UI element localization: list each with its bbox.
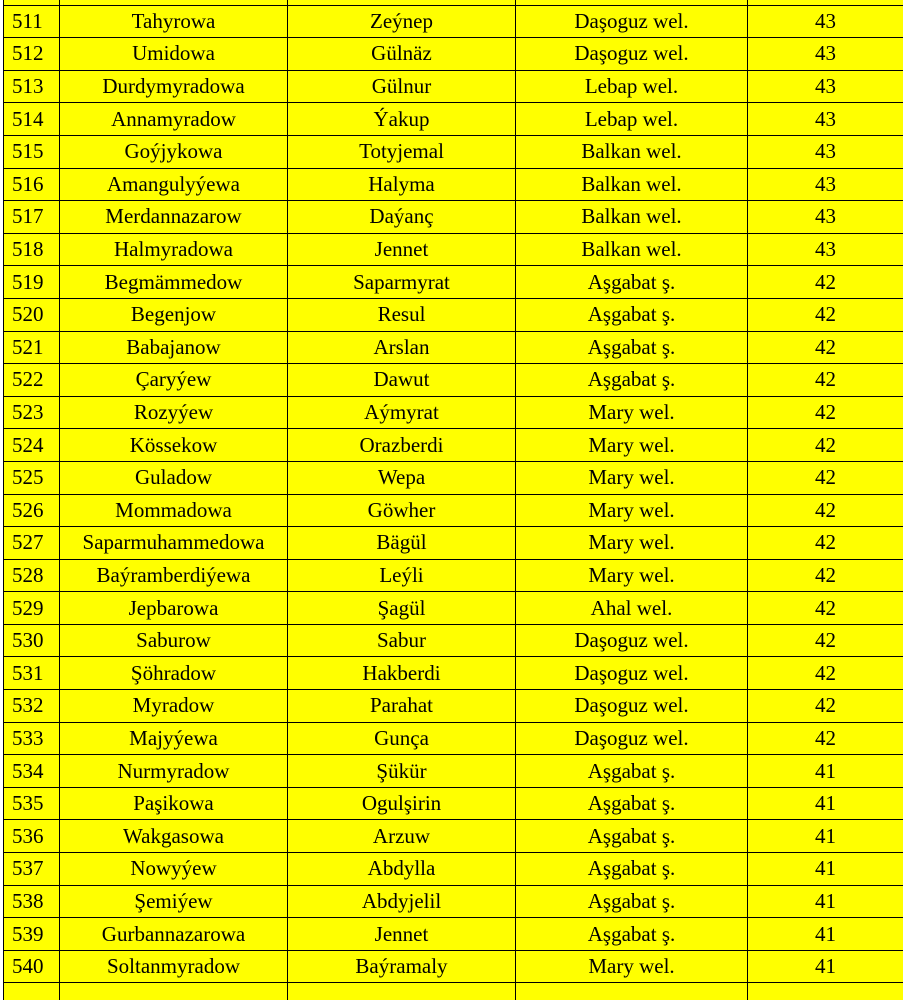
surname-cell[interactable]: Rozyýew bbox=[60, 396, 288, 429]
table-row bbox=[4, 298, 904, 331]
first-name-cell[interactable]: Wepa bbox=[288, 461, 516, 494]
table-row bbox=[4, 624, 904, 657]
first-name-cell[interactable]: Şagül bbox=[288, 592, 516, 625]
first-name-cell[interactable]: Arslan bbox=[288, 331, 516, 364]
table-row bbox=[4, 103, 904, 136]
surname-cell[interactable]: Begenjow bbox=[60, 298, 288, 331]
score-cell[interactable]: 41 bbox=[748, 853, 904, 886]
table-row bbox=[4, 364, 904, 397]
table-row bbox=[4, 755, 904, 788]
region-cell[interactable]: Daşoguz wel. bbox=[516, 624, 748, 657]
region-cell[interactable]: Balkan wel. bbox=[516, 201, 748, 234]
surname-cell[interactable]: Guladow bbox=[60, 461, 288, 494]
row-number-cell[interactable]: 528 bbox=[4, 559, 60, 592]
surname-cell[interactable]: Nowyýew bbox=[60, 853, 288, 886]
table-row bbox=[4, 135, 904, 168]
region-cell[interactable]: Daşoguz wel. bbox=[516, 38, 748, 71]
first-name-cell[interactable]: Jennet bbox=[288, 918, 516, 951]
score-cell[interactable]: 43 bbox=[748, 201, 904, 234]
table-row bbox=[4, 722, 904, 755]
region-cell[interactable]: Lebap wel. bbox=[516, 103, 748, 136]
row-number-cell[interactable]: 518 bbox=[4, 233, 60, 266]
table-row bbox=[4, 38, 904, 71]
score-cell[interactable]: 42 bbox=[748, 461, 904, 494]
region-cell[interactable]: Daşoguz wel. bbox=[516, 5, 748, 38]
region-cell[interactable]: Balkan wel. bbox=[516, 135, 748, 168]
first-name-cell[interactable]: Ýakup bbox=[288, 103, 516, 136]
surname-cell[interactable]: Soltanmyradow bbox=[60, 950, 288, 983]
region-cell[interactable]: Aşgabat ş. bbox=[516, 266, 748, 299]
surname-cell[interactable]: Şöhradow bbox=[60, 657, 288, 690]
score-cell[interactable]: 42 bbox=[748, 331, 904, 364]
surname-cell[interactable]: Durdymyradowa bbox=[60, 70, 288, 103]
row-number-cell[interactable]: 538 bbox=[4, 885, 60, 918]
region-cell[interactable] bbox=[516, 983, 748, 1000]
score-cell[interactable]: 41 bbox=[748, 950, 904, 983]
surname-cell[interactable]: Merdannazarow bbox=[60, 201, 288, 234]
row-number-cell[interactable]: 514 bbox=[4, 103, 60, 136]
score-cell[interactable]: 43 bbox=[748, 233, 904, 266]
score-cell[interactable] bbox=[748, 983, 904, 1000]
first-name-cell[interactable]: Saparmyrat bbox=[288, 266, 516, 299]
table-row bbox=[4, 70, 904, 103]
surname-cell[interactable]: Tahyrowa bbox=[60, 5, 288, 38]
region-cell[interactable]: Aşgabat ş. bbox=[516, 885, 748, 918]
table-row bbox=[4, 233, 904, 266]
row-number-cell[interactable]: 515 bbox=[4, 135, 60, 168]
score-cell[interactable]: 43 bbox=[748, 70, 904, 103]
region-cell[interactable]: Balkan wel. bbox=[516, 233, 748, 266]
row-number-cell[interactable]: 526 bbox=[4, 494, 60, 527]
score-cell[interactable]: 41 bbox=[748, 885, 904, 918]
score-cell[interactable]: 42 bbox=[748, 624, 904, 657]
row-number-cell[interactable]: 525 bbox=[4, 461, 60, 494]
table-row bbox=[4, 527, 904, 560]
score-cell[interactable]: 43 bbox=[748, 168, 904, 201]
table-row bbox=[4, 396, 904, 429]
score-cell[interactable]: 42 bbox=[748, 364, 904, 397]
first-name-cell[interactable]: Halyma bbox=[288, 168, 516, 201]
score-cell[interactable]: 41 bbox=[748, 787, 904, 820]
results-table-body bbox=[4, 0, 904, 1000]
region-cell[interactable]: Ahal wel. bbox=[516, 592, 748, 625]
row-number-cell[interactable]: 531 bbox=[4, 657, 60, 690]
first-name-cell[interactable]: Arzuw bbox=[288, 820, 516, 853]
surname-cell[interactable]: Saparmuhammedowa bbox=[60, 527, 288, 560]
region-cell[interactable]: Aşgabat ş. bbox=[516, 820, 748, 853]
first-name-cell[interactable]: Leýli bbox=[288, 559, 516, 592]
first-name-cell[interactable]: Jennet bbox=[288, 233, 516, 266]
row-number-cell[interactable]: 532 bbox=[4, 690, 60, 723]
surname-cell[interactable]: Majyýewa bbox=[60, 722, 288, 755]
table-row bbox=[4, 592, 904, 625]
region-cell[interactable]: Daşoguz wel. bbox=[516, 722, 748, 755]
table-row bbox=[4, 266, 904, 299]
region-cell[interactable]: Mary wel. bbox=[516, 527, 748, 560]
row-number-cell[interactable]: 527 bbox=[4, 527, 60, 560]
region-cell[interactable]: Aşgabat ş. bbox=[516, 364, 748, 397]
table-row bbox=[4, 885, 904, 918]
score-cell[interactable]: 42 bbox=[748, 559, 904, 592]
surname-cell[interactable]: Begmämmedow bbox=[60, 266, 288, 299]
surname-cell[interactable]: Baýramberdiýewa bbox=[60, 559, 288, 592]
row-number-cell[interactable]: 522 bbox=[4, 364, 60, 397]
surname-cell[interactable]: Şemiýew bbox=[60, 885, 288, 918]
table-row bbox=[4, 494, 904, 527]
table-row bbox=[4, 168, 904, 201]
row-number-cell[interactable]: 512 bbox=[4, 38, 60, 71]
table-row bbox=[4, 950, 904, 983]
region-cell[interactable]: Balkan wel. bbox=[516, 168, 748, 201]
row-number-cell[interactable]: 523 bbox=[4, 396, 60, 429]
score-cell[interactable]: 42 bbox=[748, 527, 904, 560]
surname-cell[interactable]: Goýjykowa bbox=[60, 135, 288, 168]
score-cell[interactable]: 41 bbox=[748, 755, 904, 788]
row-number-cell[interactable]: 516 bbox=[4, 168, 60, 201]
surname-cell[interactable]: Paşikowa bbox=[60, 787, 288, 820]
table-row-partial bbox=[4, 983, 904, 1000]
region-cell[interactable]: Mary wel. bbox=[516, 559, 748, 592]
first-name-cell[interactable]: Ogulşirin bbox=[288, 787, 516, 820]
table-row bbox=[4, 429, 904, 462]
region-cell[interactable]: Mary wel. bbox=[516, 950, 748, 983]
region-cell[interactable]: Mary wel. bbox=[516, 461, 748, 494]
first-name-cell[interactable]: Gülnur bbox=[288, 70, 516, 103]
table-row bbox=[4, 820, 904, 853]
score-cell[interactable]: 42 bbox=[748, 592, 904, 625]
table-row bbox=[4, 787, 904, 820]
score-cell[interactable]: 43 bbox=[748, 38, 904, 71]
first-name-cell[interactable]: Dawut bbox=[288, 364, 516, 397]
surname-cell[interactable]: Amangulyýewa bbox=[60, 168, 288, 201]
region-cell[interactable]: Aşgabat ş. bbox=[516, 331, 748, 364]
table-row bbox=[4, 331, 904, 364]
score-cell[interactable]: 42 bbox=[748, 298, 904, 331]
first-name-cell[interactable]: Abdylla bbox=[288, 853, 516, 886]
region-cell[interactable]: Daşoguz wel. bbox=[516, 657, 748, 690]
surname-cell[interactable]: Nurmyradow bbox=[60, 755, 288, 788]
first-name-cell[interactable]: Resul bbox=[288, 298, 516, 331]
surname-cell[interactable]: Annamyradow bbox=[60, 103, 288, 136]
spreadsheet-view bbox=[3, 0, 903, 1000]
row-number-cell[interactable]: 534 bbox=[4, 755, 60, 788]
region-cell[interactable]: Mary wel. bbox=[516, 429, 748, 462]
surname-cell[interactable]: Wakgasowa bbox=[60, 820, 288, 853]
row-number-cell[interactable]: 524 bbox=[4, 429, 60, 462]
row-number-cell[interactable]: 530 bbox=[4, 624, 60, 657]
row-number-cell[interactable]: 529 bbox=[4, 592, 60, 625]
score-cell[interactable]: 41 bbox=[748, 918, 904, 951]
table-row bbox=[4, 201, 904, 234]
surname-cell[interactable]: Jepbarowa bbox=[60, 592, 288, 625]
first-name-cell[interactable]: Totyjemal bbox=[288, 135, 516, 168]
surname-cell[interactable]: Halmyradowa bbox=[60, 233, 288, 266]
surname-cell[interactable]: Babajanow bbox=[60, 331, 288, 364]
row-number-cell[interactable]: 517 bbox=[4, 201, 60, 234]
region-cell[interactable]: Lebap wel. bbox=[516, 70, 748, 103]
table-row bbox=[4, 690, 904, 723]
first-name-cell[interactable]: Gülnäz bbox=[288, 38, 516, 71]
first-name-cell[interactable]: Göwher bbox=[288, 494, 516, 527]
surname-cell[interactable]: Kössekow bbox=[60, 429, 288, 462]
score-cell[interactable]: 42 bbox=[748, 657, 904, 690]
row-number-cell[interactable]: 513 bbox=[4, 70, 60, 103]
table-row bbox=[4, 5, 904, 38]
table-row bbox=[4, 853, 904, 886]
first-name-cell[interactable]: Zeýnep bbox=[288, 5, 516, 38]
score-cell[interactable]: 42 bbox=[748, 722, 904, 755]
score-cell[interactable]: 42 bbox=[748, 396, 904, 429]
first-name-cell[interactable]: Baýramaly bbox=[288, 950, 516, 983]
row-number-cell[interactable]: 511 bbox=[4, 5, 60, 38]
score-cell[interactable]: 42 bbox=[748, 429, 904, 462]
region-cell[interactable]: Aşgabat ş. bbox=[516, 755, 748, 788]
row-number-cell[interactable]: 521 bbox=[4, 331, 60, 364]
score-cell[interactable]: 42 bbox=[748, 266, 904, 299]
table-row bbox=[4, 657, 904, 690]
first-name-cell[interactable] bbox=[288, 983, 516, 1000]
row-number-cell[interactable]: 537 bbox=[4, 853, 60, 886]
row-number-cell[interactable] bbox=[4, 983, 60, 1000]
row-number-cell[interactable]: 520 bbox=[4, 298, 60, 331]
surname-cell[interactable] bbox=[60, 983, 288, 1000]
first-name-cell[interactable]: Daýanç bbox=[288, 201, 516, 234]
score-cell[interactable]: 42 bbox=[748, 494, 904, 527]
score-cell[interactable]: 43 bbox=[748, 135, 904, 168]
surname-cell[interactable]: Myradow bbox=[60, 690, 288, 723]
region-cell[interactable]: Aşgabat ş. bbox=[516, 298, 748, 331]
first-name-cell[interactable]: Bägül bbox=[288, 527, 516, 560]
row-number-cell[interactable]: 540 bbox=[4, 950, 60, 983]
row-number-cell[interactable]: 536 bbox=[4, 820, 60, 853]
first-name-cell[interactable]: Şükür bbox=[288, 755, 516, 788]
region-cell[interactable]: Aşgabat ş. bbox=[516, 853, 748, 886]
surname-cell[interactable]: Çaryýew bbox=[60, 364, 288, 397]
surname-cell[interactable]: Mommadowa bbox=[60, 494, 288, 527]
results-table bbox=[3, 0, 903, 1000]
region-cell[interactable]: Aşgabat ş. bbox=[516, 918, 748, 951]
first-name-cell[interactable]: Aýmyrat bbox=[288, 396, 516, 429]
score-cell[interactable]: 43 bbox=[748, 5, 904, 38]
region-cell[interactable]: Mary wel. bbox=[516, 494, 748, 527]
first-name-cell[interactable]: Gunça bbox=[288, 722, 516, 755]
first-name-cell[interactable]: Orazberdi bbox=[288, 429, 516, 462]
region-cell[interactable]: Aşgabat ş. bbox=[516, 787, 748, 820]
surname-cell[interactable]: Saburow bbox=[60, 624, 288, 657]
table-row bbox=[4, 918, 904, 951]
region-cell[interactable]: Mary wel. bbox=[516, 396, 748, 429]
score-cell[interactable]: 43 bbox=[748, 103, 904, 136]
region-cell[interactable]: Daşoguz wel. bbox=[516, 690, 748, 723]
table-row bbox=[4, 559, 904, 592]
surname-cell[interactable]: Umidowa bbox=[60, 38, 288, 71]
row-number-cell[interactable]: 533 bbox=[4, 722, 60, 755]
score-cell[interactable]: 42 bbox=[748, 690, 904, 723]
row-number-cell[interactable]: 539 bbox=[4, 918, 60, 951]
surname-cell[interactable]: Gurbannazarowa bbox=[60, 918, 288, 951]
first-name-cell[interactable]: Abdyjelil bbox=[288, 885, 516, 918]
score-cell[interactable]: 41 bbox=[748, 820, 904, 853]
table-row bbox=[4, 461, 904, 494]
row-number-cell[interactable]: 535 bbox=[4, 787, 60, 820]
first-name-cell[interactable]: Parahat bbox=[288, 690, 516, 723]
first-name-cell[interactable]: Sabur bbox=[288, 624, 516, 657]
first-name-cell[interactable]: Hakberdi bbox=[288, 657, 516, 690]
row-number-cell[interactable]: 519 bbox=[4, 266, 60, 299]
